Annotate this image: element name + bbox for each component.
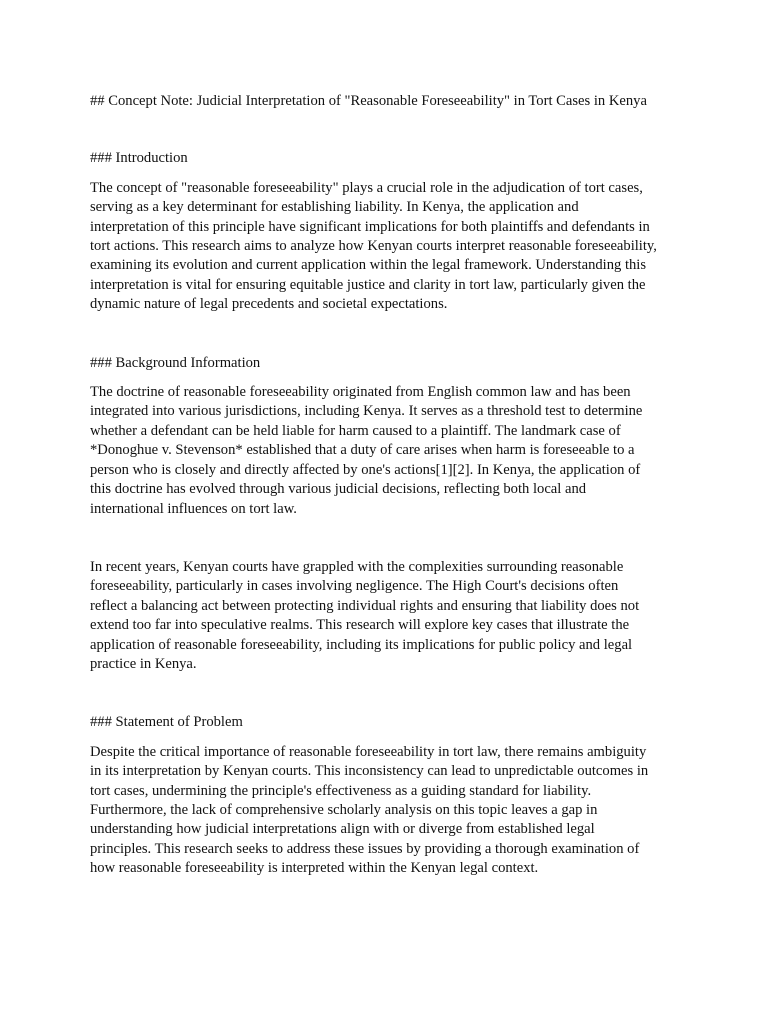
text-line: The concept of "reasonable foreseeability" plays a crucial role in the adjudication of tort cases, [90, 179, 643, 196]
document-page [90, 92, 690, 918]
text-line: this doctrine has evolved through various judicial decisions, reflecting both local and [90, 481, 587, 498]
section-heading-statement-of-problem: ### Statement of Problem [90, 714, 243, 731]
text-line: *Donoghue v. Stevenson* established that a duty of care arises when harm is foreseeable to a [90, 442, 635, 459]
section-heading-introduction: ### Introduction [90, 150, 188, 167]
text-line: foreseeability, particularly in cases involving negligence. The High Court's decisions often [90, 578, 619, 595]
paragraph-background-1 [90, 383, 690, 519]
text-line: interpretation of this principle have significant implications for both plaintiffs and defendants in [90, 218, 650, 235]
text-line: extend too far into speculative realms. This research will explore key cases that illustrate the [90, 617, 630, 634]
document-title: ## Concept Note: Judicial Interpretation of "Reasonable Foreseeability" in Tort Cases in Kenya [90, 93, 647, 109]
text-line: application of reasonable foreseeability, including its implications for public policy and legal [90, 636, 633, 653]
text-line: serving as a key determinant for establishing liability. In Kenya, the application and [90, 199, 579, 216]
text-line: whether a defendant can be held liable for harm caused to a plaintiff. The landmark case of [90, 422, 621, 439]
text-line: reflect a balancing act between protecting individual rights and ensuring that liability does not [90, 597, 640, 614]
text-line: The doctrine of reasonable foreseeability originated from English common law and has been [90, 384, 631, 401]
text-line: in its interpretation by Kenyan courts. This inconsistency can lead to unpredictable outcomes in [90, 763, 649, 780]
paragraph-introduction [90, 179, 690, 315]
text-line: person who is closely and directly affected by one's actions[1][2]. In Kenya, the application of [90, 461, 641, 478]
text-line: tort cases, undermining the principle's effectiveness as a guiding standard for liability. [90, 782, 592, 799]
paragraph-background-2 [90, 558, 690, 674]
text-line: principles. This research seeks to address these issues by providing a thorough examination of [90, 840, 640, 857]
text-line: dynamic nature of legal precedents and societal expectations. [90, 296, 448, 313]
text-line: Furthermore, the lack of comprehensive scholarly analysis on this topic leaves a gap in [90, 801, 598, 818]
text-line: international influences on tort law. [90, 500, 297, 517]
text-line: integrated into various jurisdictions, including Kenya. It serves as a threshold test to determine [90, 403, 643, 420]
section-background [90, 354, 690, 675]
text-line: practice in Kenya. [90, 655, 197, 672]
text-line: Despite the critical importance of reasonable foreseeability in tort law, there remains ambiguity [90, 743, 647, 760]
section-statement-of-problem [90, 713, 690, 878]
text-line: interpretation is vital for ensuring equitable justice and clarity in tort law, particularly given the [90, 276, 646, 293]
section-introduction [90, 149, 690, 314]
text-line: In recent years, Kenyan courts have grappled with the complexities surrounding reasonable [90, 558, 624, 575]
text-line: how reasonable foreseeability is interpreted within the Kenyan legal context. [90, 860, 539, 877]
paragraph-statement-of-problem [90, 743, 690, 879]
text-line: examining its evolution and current application within the legal framework. Understanding this [90, 257, 647, 274]
text-line: tort actions. This research aims to analyze how Kenyan courts interpret reasonable foreseeability, [90, 238, 657, 255]
text-line: understanding how judicial interpretations align with or diverge from established legal [90, 821, 595, 838]
section-heading-background: ### Background Information [90, 354, 261, 371]
